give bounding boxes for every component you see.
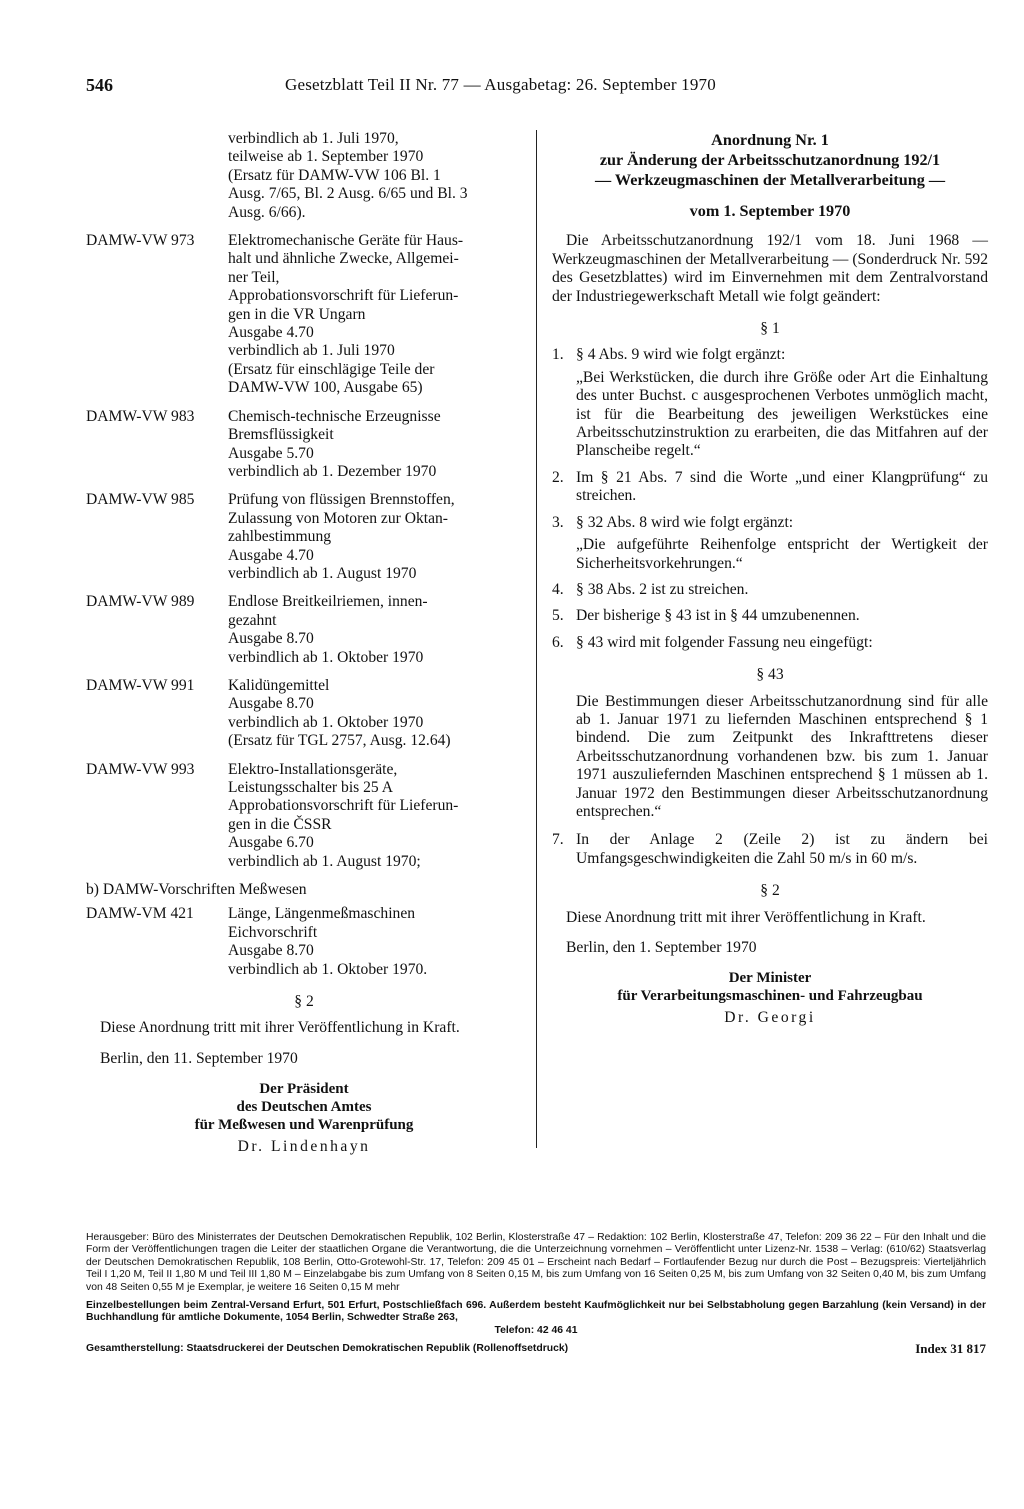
- entry-line: Länge, Längenmeßmaschinen: [228, 905, 416, 923]
- item-content: [576, 514, 988, 573]
- right-column: [552, 130, 988, 1028]
- signature-name: Dr. Georgi: [724, 1009, 816, 1027]
- entry-line: verbindlich ab 1. August 1970: [228, 564, 417, 582]
- imprint-footer: [86, 1343, 986, 1355]
- printer-line: Gesamtherstellung: Staatsdruckerei der Deutschen Demokratischen Republik (Rollenoffsetdruck): [86, 1343, 569, 1355]
- entry-list-b: [86, 905, 522, 979]
- entry-line: zahlbestimmung: [228, 528, 332, 546]
- entry-line: verbindlich ab 1. Oktober 1970: [228, 713, 424, 731]
- item-quote: „Die aufgeführte Reihenfolge entspricht der Wertigkeit der Sicherheitsvorkehrungen.“: [576, 536, 988, 572]
- entry-line: verbindlich ab 1. Dezember 1970: [228, 462, 437, 480]
- signature-line: Der Minister: [728, 970, 812, 987]
- section-mark-43: § 43: [756, 666, 784, 684]
- entry-line: Zulassung von Motoren zur Oktan-: [228, 509, 449, 527]
- imprint-orders: [86, 1300, 986, 1337]
- entry-line: teilweise ab 1. September 1970: [228, 148, 424, 166]
- amendment-item: [552, 469, 988, 506]
- standard-code: DAMW-VW 993: [86, 760, 195, 778]
- item-content: [576, 469, 988, 506]
- entry-line: Leistungsschalter bis 25 A: [228, 779, 394, 796]
- entry-line: Ausgabe 6.70: [228, 834, 314, 852]
- item-content: [576, 607, 988, 625]
- item-content: [576, 346, 988, 460]
- standard-entry: [86, 491, 522, 583]
- entry-line: Approbationsvorschrift für Lieferun-: [228, 287, 459, 305]
- item-number: 6.: [552, 633, 564, 651]
- standard-description: [228, 232, 522, 398]
- item-number: 3.: [552, 513, 564, 531]
- standard-description: [228, 408, 522, 482]
- standard-code: DAMW-VW 991: [86, 676, 195, 694]
- signature-line: Der Präsident: [259, 1081, 349, 1098]
- amendment-item: [552, 831, 988, 868]
- item-text: § 32 Abs. 8 wird wie folgt ergänzt:: [576, 513, 794, 531]
- entry-line: (Ersatz für DAMW-VW 106 Bl. 1: [228, 166, 441, 184]
- entry-line: Chemisch-technische Erzeugnisse: [228, 407, 441, 425]
- signature-line: für Verarbeitungsmaschinen- und Fahrzeugbau: [617, 988, 923, 1005]
- entry-line: gen in die VR Ungarn: [228, 305, 366, 323]
- item-text: Im § 21 Abs. 7 sind die Worte „und einer Klangprüfung“ zu streichen.: [576, 468, 988, 505]
- heading-line: Anordnung Nr. 1: [711, 131, 829, 149]
- item-content: [576, 581, 988, 599]
- entry-line: Elektro-Installationsgeräte,: [228, 760, 398, 778]
- entry-list-a: [86, 232, 522, 871]
- section-mark: § 2: [294, 993, 314, 1011]
- standard-code: DAMW-VW 983: [86, 407, 195, 425]
- orders-text: Einzelbestellungen beim Zentral-Versand Erfurt, 501 Erfurt, Postschließfach 696. Außerdem besteht Kaufmöglichkeit nur bei Selbstabholung gegen Barzahlung (kein Versand) in der Buchhandlung für amtliche Dokumente, 1054 Berlin, Schwedter Straße 263,: [86, 1300, 986, 1324]
- item-number: 4.: [552, 580, 564, 598]
- item-content: [576, 634, 988, 652]
- entry-line: Eichvorschrift: [228, 923, 318, 941]
- amendment-list: [552, 346, 988, 652]
- amendment-item: [552, 346, 988, 460]
- entry-line: (Ersatz für TGL 2757, Ausg. 12.64): [228, 732, 451, 750]
- signature-line: für Meßwesen und Warenprüfung: [194, 1117, 414, 1134]
- entry-line: Approbationsvorschrift für Lieferun-: [228, 797, 459, 815]
- amendment-item: [552, 634, 988, 652]
- section-2-text: Diese Anordnung tritt mit ihrer Veröffentlichung in Kraft.: [566, 908, 926, 926]
- standard-description: [228, 905, 522, 979]
- amendment-item: [552, 607, 988, 625]
- entry-line: gezahnt: [228, 611, 277, 629]
- standard-code: DAMW-VW 985: [86, 491, 195, 509]
- item-number: 2.: [552, 468, 564, 486]
- entry-line: Ausgabe 5.70: [228, 444, 314, 462]
- section-mark-2: § 2: [760, 882, 780, 900]
- entry-line: ner Teil,: [228, 268, 280, 286]
- heading-line: — Werkzeugmaschinen der Metallverarbeitung —: [594, 171, 946, 189]
- page-number: 546: [86, 75, 113, 95]
- entry-line: Endlose Breitkeilriemen, innen-: [228, 593, 428, 611]
- entry-line: Ausgabe 4.70: [228, 546, 314, 564]
- standard-entry: [86, 232, 522, 398]
- place-date: Berlin, den 11. September 1970: [100, 1049, 298, 1067]
- place-date: Berlin, den 1. September 1970: [566, 939, 757, 956]
- entry-line: Elektromechanische Geräte für Haus-: [228, 232, 464, 250]
- entry-line: Ausgabe 8.70: [228, 630, 314, 648]
- standard-description: [228, 593, 522, 667]
- entry-line: Ausgabe 8.70: [228, 942, 314, 960]
- entry-line: verbindlich ab 1. Juli 1970: [228, 342, 395, 360]
- entry-line: verbindlich ab 1. Oktober 1970.: [228, 960, 428, 978]
- orders-telephone: Telefon: 42 46 41: [494, 1324, 578, 1336]
- standard-description: [228, 491, 522, 583]
- entry-line: Kalidüngemittel: [228, 676, 330, 694]
- subheading-b: b) DAMW-Vorschriften Meßwesen: [86, 881, 307, 899]
- entry-line: Ausgabe 8.70: [228, 695, 314, 713]
- standard-entry: [86, 408, 522, 482]
- standard-code: DAMW-VW 989: [86, 593, 195, 611]
- left-column: [86, 130, 522, 1157]
- standard-description: [228, 761, 522, 871]
- standard-description: [228, 677, 522, 751]
- entry-line: Ausg. 6/66).: [228, 203, 306, 221]
- imprint-text: Herausgeber: Büro des Ministerrates der Deutschen Demokratischen Republik, 102 Berlin, Klosterstraße 47 – Redaktion: 102 Berlin, Klosterstraße 47, Telefon: 209 36 22 – Für den Inhalt und die Form der Veröffentlichungen tragen die Leiter der staatlichen Organe die Verantwortung, die die Unterzeichnung vornehmen – Veröffentlicht unter Lizenz-Nr. 1538 – Verlag: (610/62) Staatsverlag der Deutschen Demokratischen Republik, 108 Berlin, Otto-Grotewohl-Str. 17, Telefon: 209 45 01 – Erscheint nach Bedarf – Fortlaufender Bezug nur durch die Post – Bezugspreis: Vierteljährlich Teil I 1,20 M, Teil II 1,80 M und Teil III 1,80 M – Einzelabgabe bis zum Umfang von 8 Seiten 0,15 M, bis zum Umfang von 16 Seiten 0,25 M, bis zum Umfang von 32 Seiten 0,40 M, bis zum Umfang von 48 Seiten 0,55 M je Exemplar, je weitere 16 Seiten 0,15 M mehr: [86, 1232, 986, 1293]
- standard-entry: [86, 593, 522, 667]
- entry-line: gen in die ČSSR: [228, 815, 332, 833]
- entry-line: Prüfung von flüssigen Brennstoffen,: [228, 491, 455, 509]
- entry-line: verbindlich ab 1. Juli 1970,: [228, 130, 399, 147]
- entry-line: halt und ähnliche Zwecke, Allgemei-: [228, 250, 459, 268]
- item-text: § 38 Abs. 2 ist zu streichen.: [576, 580, 749, 598]
- amendment-item: [552, 581, 988, 599]
- heading-date: vom 1. September 1970: [689, 202, 851, 220]
- amendment-item: [552, 514, 988, 573]
- entry-line: Bremsflüssigkeit: [228, 426, 334, 444]
- intro-paragraph: Die Arbeitsschutzanordnung 192/1 vom 18. Juni 1968 — Werkzeugmaschinen der Metallverarbeitung — (Sonderdruck Nr. 592 des Gesetzblattes) wird im Einvernehmen mit dem Zentralvorstand der Industriegewerkschaft Metall wie folgt geändert:: [552, 232, 988, 305]
- entry-line: verbindlich ab 1. August 1970;: [228, 852, 421, 870]
- signature-block: [552, 969, 988, 1005]
- standard-entry: [86, 761, 522, 871]
- item-text: § 4 Abs. 9 wird wie folgt ergänzt:: [576, 346, 786, 364]
- signature-line: des Deutschen Amtes: [236, 1099, 372, 1116]
- section-mark-1: § 1: [760, 320, 780, 338]
- item-text: Der bisherige § 43 ist in § 44 umzubenennen.: [576, 607, 860, 625]
- standard-code: DAMW-VM 421: [86, 905, 194, 923]
- item-number: 5.: [552, 607, 564, 625]
- entry-line: DAMW-VW 100, Ausgabe 65): [228, 379, 423, 397]
- item-quote: „Bei Werkstücken, die durch ihre Größe oder Art die Einhaltung des unter Buchst. c ausgesprochenen Verbotes unmöglich macht, ist für die Bearbeitung des jeweiligen Werkstückes eine Arbeitsschutzinstruktion zu erarbeiten, die das Mitfahren auf der Planscheibe regelt.“: [576, 368, 988, 460]
- index-number: Index 31 817: [915, 1341, 986, 1357]
- column-divider: [536, 130, 537, 1148]
- continued-entry: [86, 130, 522, 222]
- standard-entry: [86, 905, 522, 979]
- entry-line: verbindlich ab 1. Oktober 1970: [228, 648, 424, 666]
- entry-line: Ausgabe 4.70: [228, 324, 314, 342]
- imprint: [86, 1232, 986, 1356]
- standard-code: DAMW-VW 973: [86, 232, 195, 250]
- item-text: In der Anlage 2 (Zeile 2) ist zu ändern bei Umfangsgeschwindigkeiten die Zahl 50 m/s in 60 m/s.: [576, 831, 988, 867]
- item-number: 7.: [552, 831, 564, 849]
- ordinance-heading: [552, 130, 988, 190]
- section-43-text: Die Bestimmungen dieser Arbeitsschutzanordnung sind für alle ab 1. Januar 1971 zu liefernden Maschinen entsprechend § 1 bindend. Die zum Zeitpunkt des Inkrafttretens dieser Arbeitsschutzanordnung vorhandenen bzw. bis zum 1. Januar 1971 auszuliefernden Maschinen entsprechend § 1 müssen ab 1. Januar 1972 den Bestimmungen dieser Arbeitsschutzanordnung entsprechen.“: [576, 692, 988, 820]
- section-text: Diese Anordnung tritt mit ihrer Veröffentlichung in Kraft.: [100, 1019, 460, 1037]
- heading-line: zur Änderung der Arbeitsschutzanordnung 192/1: [599, 151, 941, 169]
- entry-line: Ausg. 7/65, Bl. 2 Ausg. 6/65 und Bl. 3: [228, 185, 468, 203]
- running-title: Gesetzblatt Teil II Nr. 77 — Ausgabetag: 26. September 1970: [285, 75, 716, 94]
- signature-block: [86, 1080, 522, 1134]
- standard-entry: [86, 677, 522, 751]
- item-text: § 43 wird mit folgender Fassung neu eingefügt:: [576, 633, 873, 651]
- item-number: 1.: [552, 346, 564, 364]
- signature-name: Dr. Lindenhayn: [237, 1138, 371, 1156]
- entry-line: (Ersatz für einschlägige Teile der: [228, 360, 435, 378]
